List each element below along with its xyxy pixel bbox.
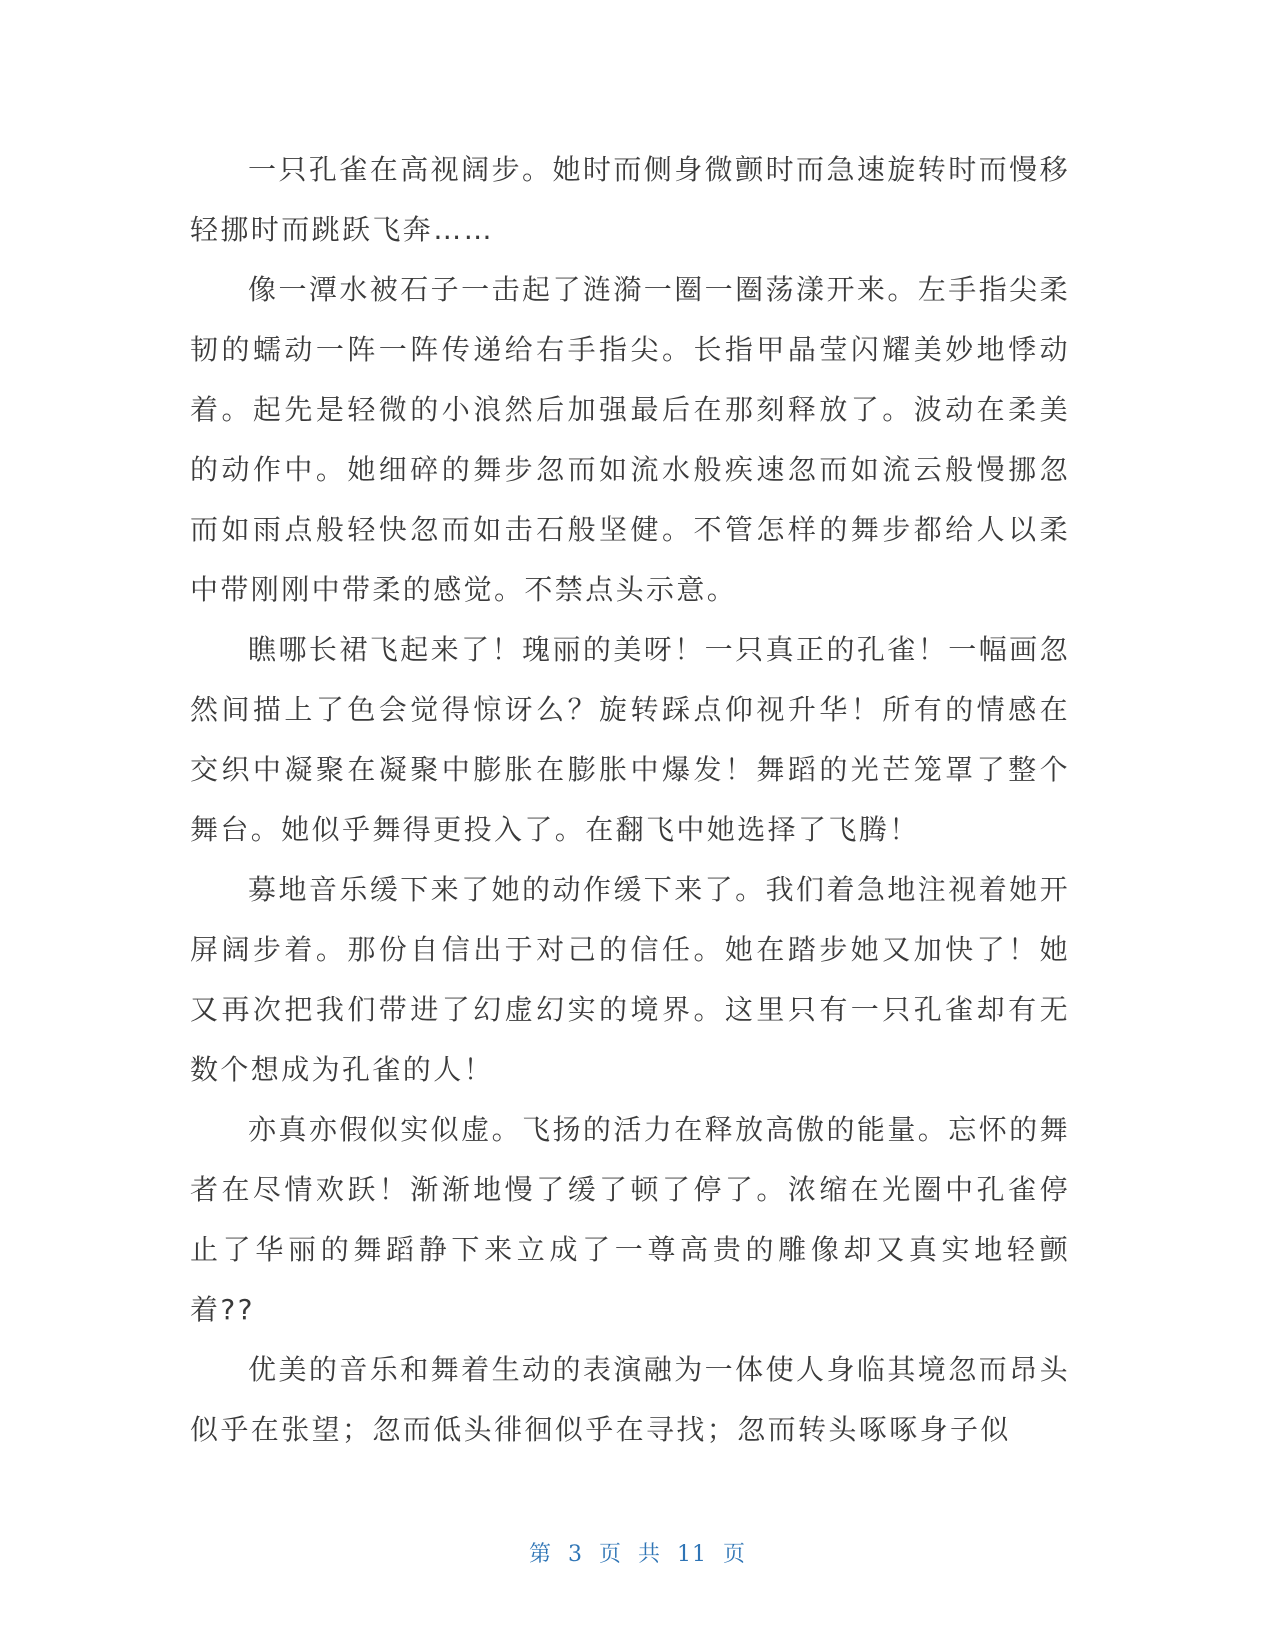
paragraph: 募地音乐缓下来了她的动作缓下来了。我们着急地注视着她开屏阔步着。那份自信出于对己的信任。她在踏步她又加快了！她又再次把我们带进了幻虚幻实的境界。这里只有一只孔雀却有无数个想成为孔雀的人！ [190, 873, 1070, 1086]
footer-prefix: 第 [528, 1542, 552, 1567]
page-number-footer [0, 1540, 1275, 1570]
paragraph: 一只孔雀在高视阔步。她时而侧身微颤时而急速旋转时而慢移轻挪时而跳跃飞奔…… [190, 153, 1070, 246]
footer-current-page: 3 [567, 1542, 583, 1567]
document-body [190, 140, 1070, 1460]
paragraph: 优美的音乐和舞着生动的表演融为一体使人身临其境忽而昂头似乎在张望；忽而低头徘徊似乎在寻找；忽而转头啄啄身子似 [190, 1353, 1070, 1446]
footer-total-unit: 页 [723, 1542, 747, 1567]
footer-total-prefix: 共 [638, 1542, 662, 1567]
paragraph: 瞧哪长裙飞起来了！瑰丽的美呀！一只真正的孔雀！一幅画忽然间描上了色会觉得惊讶么？旋转踩点仰视升华！所有的情感在交织中凝聚在凝聚中膨胀在膨胀中爆发！舞蹈的光芒笼罩了整个舞台。她似乎舞得更投入了。在翻飞中她选择了飞腾！ [190, 633, 1070, 846]
footer-total-pages: 11 [677, 1542, 708, 1567]
paragraph: 亦真亦假似实似虚。飞扬的活力在释放高傲的能量。忘怀的舞者在尽情欢跃！渐渐地慢了缓了顿了停了。浓缩在光圈中孔雀停止了华丽的舞蹈静下来立成了一尊高贵的雕像却又真实地轻颤着?? [190, 1113, 1070, 1326]
paragraph: 像一潭水被石子一击起了涟漪一圈一圈荡漾开来。左手指尖柔韧的蠕动一阵一阵传递给右手指尖。长指甲晶莹闪耀美妙地悸动着。起先是轻微的小浪然后加强最后在那刻释放了。波动在柔美的动作中。她细碎的舞步忽而如流水般疾速忽而如流云般慢挪忽而如雨点般轻快忽而如击石般坚健。不管怎样的舞步都给人以柔中带刚刚中带柔的感觉。不禁点头示意。 [190, 273, 1070, 606]
footer-page-unit: 页 [598, 1542, 622, 1567]
